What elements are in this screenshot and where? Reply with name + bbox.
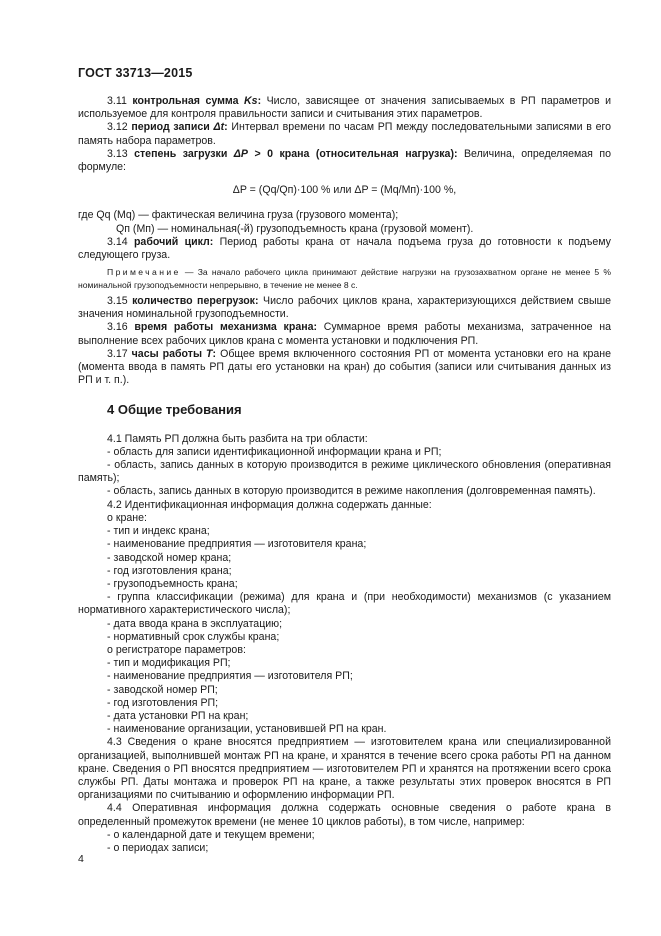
term-title: часы работы [131,347,203,360]
term-title: степень загрузки ΔP > 0 крана (относительная нагрузка): [134,147,458,160]
formula-where-2: Qп (Mп) — номинальная(-й) грузоподъемность крана (грузовой момент). [116,222,474,235]
list-item: - нормативный срок службы крана; [107,630,280,643]
term-symbol: Δt [213,121,225,134]
load-formula: ΔP = (Qq/Qп)·100 % или ΔP = (Mq/Mп)·100 %, [232,184,457,197]
clause-4-3: 4.3 Сведения о кране вносятся предприятием — изготовителем крана или специализированной организацией, выполнившей монтаж РП на кране, и хранятся в течение всего срока работы РП на данном кране. Сведения о РП вносятся предприятием — изготовителем РП и хранятся на протяжении всего срока службы РП. Даты монтажа и проверок РП на кране, а также результаты этих проверок вносятся в РП организациями по считыванию и оформлению информации РП. [78,736,611,802]
term-title: период записи [131,121,210,134]
list-item: - дата ввода крана в эксплуатацию; [107,617,283,630]
term-3-13: 3.13 степень загрузки ΔP > 0 крана (относительная нагрузка): Величина, определяемая по формуле: [78,147,611,174]
list-item: - тип и индекс крана; [107,525,210,538]
term-symbol: Ks [244,95,258,107]
term-3-11: 3.11 контрольная сумма Ks: Число, зависящее от значения записываемых в РП параметров и используемое для контроля правильности записи и считывания этих параметров. [78,95,611,121]
list-item: - группа классификации (режима) для крана и (при необходимости) механизмов (с указанием нормативного характеристического числа); [78,591,611,617]
list-item: - область, запись данных в которую производится в режиме циклического обновления (оперативная память); [78,459,611,485]
list-item: - наименование организации, установившей РП на кран. [107,723,387,736]
term-title: рабочий цикл: [133,235,214,248]
term-3-14: 3.14 рабочий цикл: Период работы крана от начала подъема груза до готовности к подъему следующего груза. [78,235,611,262]
list-item: - тип и модификация РП; [107,657,231,670]
crane-subheading: о кране: [107,511,147,524]
term-symbol: T [206,347,213,360]
note: Примечание — За начало рабочего цикла принимают действие нагрузки на грузозахватном органе не менее 5 % номинальной грузоподъемности непрерывно, в течение не менее 8 с. [78,267,611,290]
note-label: Примечание [107,267,181,278]
list-item: - дата установки РП на кран; [107,709,249,722]
list-item: - наименование предприятия — изготовителя РП; [107,670,353,683]
list-item: - область, запись данных в которую производится в режиме накопления (долговременная память). [107,485,596,498]
list-item: - год изготовления крана; [107,564,232,577]
list-item: - год изготовления РП; [107,696,219,709]
list-item: - грузоподъемность крана; [107,577,238,590]
page-content [78,95,611,855]
list-item: - заводской номер РП; [107,683,218,696]
list-item: - наименование предприятия — изготовителя крана; [107,538,367,551]
list-item: - заводской номер крана; [107,551,232,564]
term-3-17: 3.17 часы работы T: Общее время включенного состояния РП от момента установки его на кране (момента ввода в память РП даты его установки на кран) до события (записи или считывания данных из РП и т. п.). [78,347,612,387]
term-3-16: 3.16 время работы механизма крана: Суммарное время работы механизма, затраченное на выполнение всех рабочих циклов крана с момента установки и подключения РП. [78,321,611,347]
standard-header: ГОСТ 33713—2015 [78,66,193,80]
clause-4-4: 4.4 Оперативная информация должна содержать основные сведения о работе крана в определенный промежуток времени (не менее 10 циклов работы), в том числе, например: [78,802,611,828]
clause-4-1: 4.1 Память РП должна быть разбита на три области: [107,432,368,445]
term-title: контрольная сумма [132,95,239,107]
term-title: количество перегрузок: [132,295,259,308]
term-3-12: 3.12 период записи Δt: Интервал времени по часам РП между последовательными записями в его память набора параметров. [78,121,611,147]
formula-where-1: где Qq (Mq) — фактическая величина груза (грузового момента); [78,209,399,222]
section-heading: 4 Общие требования [107,402,242,418]
clause-4-2: 4.2 Идентификационная информация должна содержать данные: [107,498,432,511]
list-item: - о периодах записи; [107,841,209,854]
list-item: - о календарной дате и текущем времени; [107,828,315,841]
page-number: 4 [78,853,84,865]
term-title: время работы механизма крана: [134,321,318,334]
rp-subheading: о регистраторе параметров: [107,643,246,656]
list-item: - область для записи идентификационной информации крана и РП; [107,445,442,458]
term-3-15: 3.15 количество перегрузок: Число рабочих циклов крана, характеризующихся действием свыше значения номинальной грузоподъемности. [78,295,611,321]
